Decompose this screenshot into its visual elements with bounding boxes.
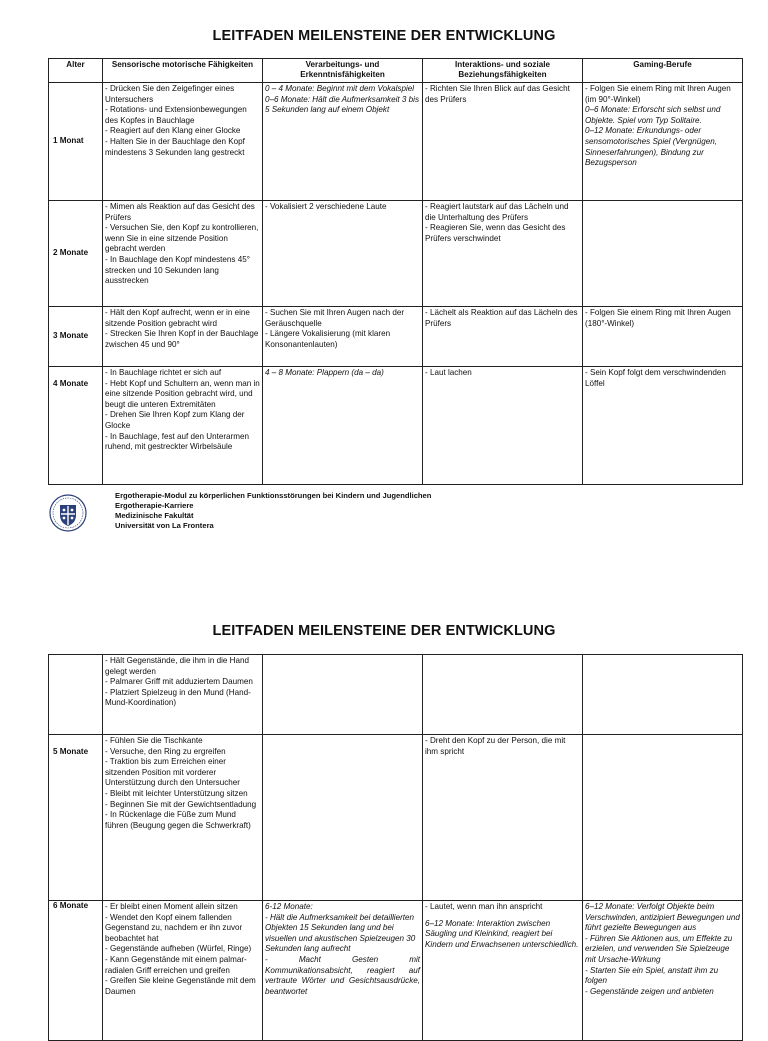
footer-line: Ergotherapie-Karriere — [115, 501, 194, 510]
gaming-text-italic: 0–6 Monate: Erforscht sich selbst und Objekte. Spiel vom Typ Solitaire. 0–12 Monate: Erkundungs- oder sensomotorisches Spiel (Vergnügen, Sinneserfahrungen), Bindung zur Bezugsperson — [585, 105, 721, 168]
page-footer — [48, 490, 548, 534]
cognitive-cell: 4 – 8 Monate: Plappern (da – da) — [263, 367, 423, 485]
gaming-cell: - Sein Kopf folgt dem verschwindenden Löffel — [583, 367, 743, 485]
cognitive-text-italic: - Macht Gesten mit Kommunikationsabsicht, reagiert auf vertraute Wörter und Gesichtsausdrücke, beantwortet — [265, 954, 420, 996]
gaming-text: - Folgen Sie einem Ring mit Ihren Augen (im 90°-Winkel) — [585, 84, 731, 104]
header-age: Alter — [49, 59, 103, 83]
cognitive-text-italic: 6-12 Monate: — [265, 902, 313, 911]
social-cell — [423, 655, 583, 735]
gaming-cell — [583, 901, 743, 1041]
footer-line: Universität von La Frontera — [115, 521, 214, 530]
table-header-row — [49, 59, 743, 83]
social-cell: - Lächelt als Reaktion auf das Lächeln des Prüfers — [423, 307, 583, 367]
social-cell: - Reagiert lautstark auf das Lächeln und die Unterhaltung des Prüfers - Reagieren Sie, wenn das Gesicht des Prüfers verschwindet — [423, 201, 583, 307]
sensory-cell: - Hält Gegenstände, die ihm in die Hand gelegt werden - Palmarer Griff mit adduziertem Daumen - Platziert Spielzeug in den Mund (Hand-Mund-Koordination) — [103, 655, 263, 735]
sensory-cell: - In Bauchlage richtet er sich auf - Hebt Kopf und Schultern an, wenn man in eine sitzende Position gebracht wird, und beugt die unteren Extremitäten - Drehen Sie Ihren Kopf zum Klang der Glocke - In Bauchlage, fest auf den Unterarmen ruhend, mit gestreckter Wirbelsäule — [103, 367, 263, 485]
social-text-italic: 6–12 Monate: Interaktion zwischen Säugling und Kleinkind, reagiert bei Kindern und Erwachsenen unterschiedlich. — [425, 918, 579, 949]
table-row — [49, 201, 743, 307]
table-row — [49, 655, 743, 735]
footer-line: Ergotherapie-Modul zu körperlichen Funktionsstörungen bei Kindern und Jugendlichen — [115, 491, 432, 500]
social-cell: - Richten Sie Ihren Blick auf das Gesicht des Prüfers — [423, 83, 583, 201]
table-row — [49, 901, 743, 1041]
page-title: LEITFADEN MEILENSTEINE DER ENTWICKLUNG — [212, 28, 556, 44]
header-sensory: Sensorische motorische Fähigkeiten — [103, 59, 263, 83]
cognitive-cell — [263, 901, 423, 1041]
cognitive-cell: - Suchen Sie mit Ihren Augen nach der Geräuschquelle - Längere Vokalisierung (mit klaren Konsonantenlauten) — [263, 307, 423, 367]
sensory-cell: - Fühlen Sie die Tischkante - Versuche, den Ring zu ergreifen - Traktion bis zum Erreichen einer sitzenden Position mit vorderer Unterstützung durch den Untersucher - Bleibt mit leichter Unterstützung sitzen - Beginnen Sie mit der Gewichtsentladung - In Rückenlage die Füße zum Mund führen (Beugung gegen die Schwerkraft) — [103, 735, 263, 901]
age-cell: 4 Monate — [49, 367, 103, 485]
gaming-cell — [583, 201, 743, 307]
table-row — [49, 367, 743, 485]
gaming-cell: - Folgen Sie einem Ring mit Ihren Augen (180°-Winkel) — [583, 307, 743, 367]
social-cell: - Dreht den Kopf zu der Person, die mit ihm spricht — [423, 735, 583, 901]
age-cell: 2 Monate — [49, 201, 103, 307]
social-cell: - Laut lachen — [423, 367, 583, 485]
milestones-table — [48, 58, 743, 485]
cognitive-cell: - Vokalisiert 2 verschiedene Laute — [263, 201, 423, 307]
header-gaming: Gaming-Berufe — [583, 59, 743, 83]
sensory-cell: - Hält den Kopf aufrecht, wenn er in eine sitzende Position gebracht wird - Strecken Sie Ihren Kopf in der Bauchlage zwischen 45 und 90° — [103, 307, 263, 367]
sensory-cell: - Drücken Sie den Zeigefinger eines Untersuchers - Rotations- und Extensionbewegungen des Kopfes in Bauchlage - Reagiert auf den Klang einer Glocke - Halten Sie in der Bauchlage den Kopf mindestens 3 Sekunden lang gestreckt — [103, 83, 263, 201]
university-crest-icon — [48, 493, 88, 533]
gaming-cell — [583, 83, 743, 201]
table-row — [49, 83, 743, 201]
age-cell — [49, 655, 103, 735]
cognitive-cell: 0 – 4 Monate: Beginnt mit dem Vokalspiel 0–6 Monate: Hält die Aufmerksamkeit 3 bis 5 Sekunden lang auf einem Objekt — [263, 83, 423, 201]
page-title: LEITFADEN MEILENSTEINE DER ENTWICKLUNG — [212, 623, 556, 639]
cognitive-text-italic: - Hält die Aufmerksamkeit bei detaillierten Objekten 15 Sekunden lang und bei visuellen und akustischen Spielzeugen 30 Sekunden lang aufrecht — [265, 912, 416, 954]
gaming-text-italic: - Führen Sie Aktionen aus, um Effekte zu erzielen, und verwenden Sie Spielzeuge mit Ursache-Wirkung - Starten Sie ein Spiel, anstatt ihm zu folgen - Gegenstände zeigen und anbieten — [585, 933, 733, 996]
header-social: Interaktions- und soziale Beziehungsfähigkeiten — [423, 59, 583, 83]
social-cell — [423, 901, 583, 1041]
cognitive-cell — [263, 655, 423, 735]
cognitive-cell — [263, 735, 423, 901]
age-cell: 5 Monate — [49, 735, 103, 901]
age-cell: 1 Monat — [49, 83, 103, 201]
gaming-cell — [583, 655, 743, 735]
table-row — [49, 735, 743, 901]
header-cognitive: Verarbeitungs- und Erkenntnisfähigkeiten — [263, 59, 423, 83]
gaming-cell — [583, 735, 743, 901]
sensory-cell: - Er bleibt einen Moment allein sitzen - Wendet den Kopf einem fallenden Gegenstand zu, nachdem er ihn zuvor beobachtet hat - Gegenstände aufheben (Würfel, Ringe) - Kann Gegenstände mit einem palmar-radialen Griff erreichen und greifen - Greifen Sie kleine Gegenstände mit dem Daumen — [103, 901, 263, 1041]
table-row — [49, 307, 743, 367]
footer-line: Medizinische Fakultät — [115, 511, 194, 520]
sensory-cell: - Mimen als Reaktion auf das Gesicht des Prüfers - Versuchen Sie, den Kopf zu kontrollieren, wenn Sie in eine sitzende Position gebracht werden - In Bauchlage den Kopf mindestens 45° strecken und 10 Sekunden lang ausstrecken — [103, 201, 263, 307]
gaming-text-italic: 6–12 Monate: Verfolgt Objekte beim Verschwinden, antizipiert Bewegungen und führt gezielte Bewegungen aus — [585, 902, 740, 933]
social-text: - Lautet, wenn man ihn anspricht — [425, 902, 543, 911]
age-cell: 3 Monate — [49, 307, 103, 367]
age-cell: 6 Monate — [49, 901, 103, 1041]
milestones-table-continued — [48, 654, 743, 1041]
